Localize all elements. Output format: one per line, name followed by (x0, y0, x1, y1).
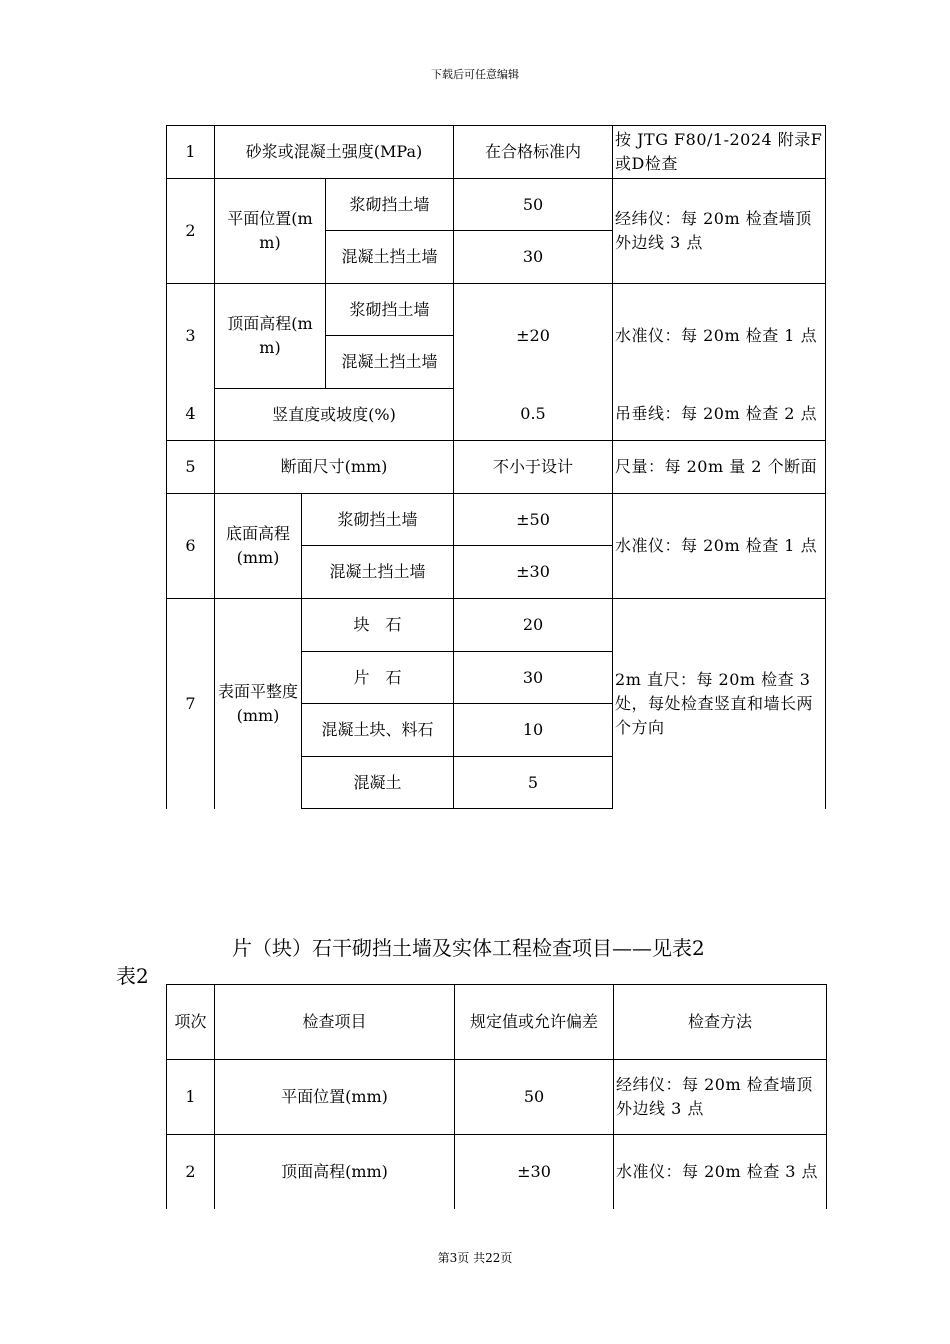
page-header: 下载后可任意编辑 (431, 68, 519, 81)
row-number: 5 (167, 441, 215, 494)
check-method: 尺量：每 20m 量 2 个断面 (613, 441, 826, 494)
sub-item: 浆砌挡土墙 (326, 179, 454, 231)
check-item: 平面位置(mm) (215, 179, 326, 284)
spec-value: ±50 (454, 494, 613, 546)
spec-value: 不小于设计 (454, 441, 613, 494)
check-item: 底面高程(mm) (215, 494, 302, 599)
header-item: 检查项目 (215, 985, 455, 1060)
spec-value: 20 (454, 599, 613, 652)
check-item: 竖直度或坡度(%) (215, 389, 454, 441)
table-header-row (167, 985, 827, 1060)
sub-item: 浆砌挡土墙 (302, 494, 454, 546)
check-item: 表面平整度(mm) (215, 599, 302, 809)
check-method: 经纬仪：每 20m 检查墙顶外边线 3 点 (613, 179, 826, 284)
sub-item: 混凝土块、料石 (302, 704, 454, 757)
spec-value: 0.5 (454, 389, 613, 441)
table-row (167, 389, 826, 441)
spec-value: 在合格标准内 (454, 126, 613, 179)
row-number: 6 (167, 494, 215, 599)
table-row (167, 1060, 827, 1135)
table-row (167, 284, 826, 336)
sub-item: 混凝土挡土墙 (326, 336, 454, 389)
table-row (167, 1135, 827, 1209)
header-method: 检查方法 (614, 985, 827, 1060)
table-row (167, 126, 826, 179)
sub-item: 浆砌挡土墙 (326, 284, 454, 336)
table-row (167, 494, 826, 546)
check-item: 断面尺寸(mm) (215, 441, 454, 494)
sub-item: 混凝土挡土墙 (302, 546, 454, 599)
sub-item: 混凝土挡土墙 (326, 231, 454, 284)
row-number: 7 (167, 599, 215, 809)
quality-inspection-table (166, 125, 826, 809)
row-number: 1 (167, 126, 215, 179)
check-item: 顶面高程(mm) (215, 1135, 455, 1209)
check-method: 水准仪：每 20m 检查 3 点 (614, 1135, 827, 1209)
sub-item: 块 石 (302, 599, 454, 652)
page-footer: 第3页 共22页 (437, 1251, 513, 1265)
spec-value: ±20 (454, 284, 613, 389)
row-number: 1 (167, 1060, 215, 1135)
spec-value: 50 (454, 179, 613, 231)
spec-value: 30 (454, 652, 613, 704)
header-no: 项次 (167, 985, 215, 1060)
header-value: 规定值或允许偏差 (455, 985, 614, 1060)
table-row (167, 599, 826, 652)
spec-value: 5 (454, 757, 613, 809)
check-method: 2m 直尺：每 20m 检查 3 处，每处检查竖直和墙长两个方向 (613, 599, 826, 809)
check-item: 平面位置(mm) (215, 1060, 455, 1135)
table-row (167, 441, 826, 494)
table2-label: 表2 (116, 964, 149, 988)
check-method: 经纬仪：每 20m 检查墙顶外边线 3 点 (614, 1060, 827, 1135)
spec-value: ±30 (454, 546, 613, 599)
spec-value: ±30 (455, 1135, 614, 1209)
check-method: 水准仪：每 20m 检查 1 点 (613, 284, 826, 389)
row-number: 2 (167, 179, 215, 284)
row-number: 4 (167, 389, 215, 441)
table-row (167, 179, 826, 231)
table2-title: 片（块）石干砌挡土墙及实体工程检查项目——见表2 (232, 936, 705, 960)
row-number: 2 (167, 1135, 215, 1209)
row-number: 3 (167, 284, 215, 389)
check-item: 砂浆或混凝土强度(MPa) (215, 126, 454, 179)
check-method: 按 JTG F80/1-2024 附录F或D检查 (613, 126, 826, 179)
spec-value: 30 (454, 231, 613, 284)
sub-item: 混凝土 (302, 757, 454, 809)
check-method: 吊垂线：每 20m 检查 2 点 (613, 389, 826, 441)
check-method: 水准仪：每 20m 检查 1 点 (613, 494, 826, 599)
spec-value: 50 (455, 1060, 614, 1135)
dry-masonry-inspection-table (166, 984, 827, 1209)
sub-item: 片 石 (302, 652, 454, 704)
spec-value: 10 (454, 704, 613, 757)
check-item: 顶面高程(mm) (215, 284, 326, 389)
